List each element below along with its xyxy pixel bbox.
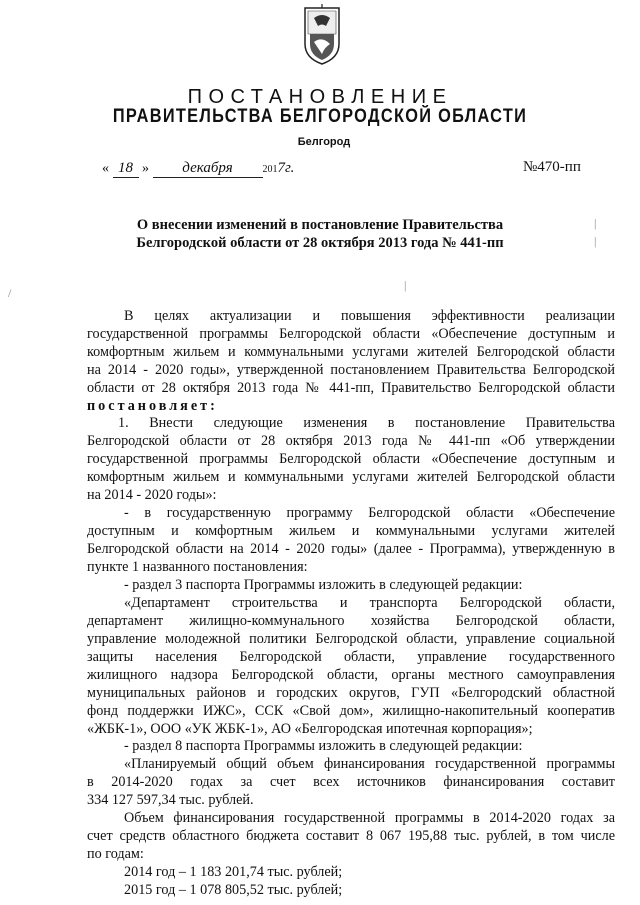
document-type-heading: ПОСТАНОВЛЕНИЕ (187, 86, 453, 108)
body-line: счет средств областного бюджета составит 8 067 195,88 тыс. рублей, в том числе (87, 828, 615, 844)
date-year-suffix: 7г. (277, 160, 295, 176)
subject-line-2: Белгородской области от 28 октября 2013 года № 441-пп (136, 235, 504, 251)
body-line: пункте 1 названного постановления: (87, 559, 308, 575)
body-line: управление молодежной политики Белгородской области, управление социальной (87, 631, 615, 647)
body-line: - раздел 3 паспорта Программы изложить в следующей редакции: (124, 577, 523, 593)
body-line: по годам: (87, 846, 144, 862)
body-line: В целях актуализации и повышения эффективности реализации (124, 308, 615, 324)
date-month: декабря (153, 160, 263, 178)
margin-mark: | (594, 216, 597, 230)
body-line: государственной программы Белгородской области «Обеспечение доступным и (87, 451, 615, 467)
coat-of-arms-emblem (302, 4, 342, 66)
resolution-word: постановляет: (87, 398, 218, 414)
document-subject (0, 216, 640, 252)
body-line: департамент жилищно-коммунального хозяйства Белгородской области, (87, 613, 615, 629)
body-line: в 2014-2020 годах за счет всех источников финансирования составит (87, 774, 615, 790)
body-line: области от 28 октября 2013 года № 441-пп, Правительство Белгородской области (87, 380, 615, 396)
date-line (102, 160, 294, 178)
body-line: доступным и комфортным жильем и коммунальными услугами жителей (87, 523, 615, 539)
document-number: №470-пп (523, 159, 581, 175)
body-line: комфортным жильем и коммунальными услугами жителей Белгородской области (87, 344, 615, 360)
margin-mark: / (8, 286, 12, 300)
body-line: муниципальных районов и городских округов, ГУП «Белгородский областной (87, 685, 615, 701)
body-line: Белгородской области на 2014 - 2020 годы» (далее - Программа), утвержденную в (87, 541, 615, 557)
body-line: - в государственную программу Белгородской области «Обеспечение (124, 505, 615, 521)
body-line: на 2014 - 2020 годы»: (87, 487, 217, 503)
body-line: комфортным жильем и коммунальными услугами жителей Белгородской области (87, 469, 615, 485)
date-close-quote: » (142, 161, 149, 176)
body-line: Белгородской области от 28 октября 2013 года № 441-пп «Об утверждении (87, 433, 615, 449)
body-line: «ЖБК-1», ООО «УК ЖБК-1», АО «Белгородская ипотечная корпорация»; (87, 721, 533, 737)
body-line: фонд поддержки ИЖС», ССК «Свой дом», жилищно-накопительный кооператив (87, 703, 615, 719)
body-line: «Планируемый общий объем финансирования государственной программы (124, 756, 615, 772)
body-line: защиты населения Белгородской области, управление государственного (87, 649, 615, 665)
body-line: жилищного надзора Белгородской области, органы местного самоуправления (87, 667, 615, 683)
body-line: «Департамент строительства и транспорта Белгородской области, (124, 595, 615, 611)
body-line: 334 127 597,34 тыс. рублей. (87, 792, 254, 808)
date-day: 18 (113, 160, 139, 178)
body-line: на 2014 - 2020 годы», утвержденной постановлением Правительства Белгородской (87, 362, 615, 378)
margin-mark: | (404, 278, 407, 292)
date-open-quote: « (102, 161, 109, 176)
body-line: 2014 год – 1 183 201,74 тыс. рублей; (124, 864, 343, 880)
issuing-authority-heading: ПРАВИТЕЛЬСТВА БЕЛГОРОДСКОЙ ОБЛАСТИ (112, 106, 528, 127)
margin-mark: | (594, 234, 597, 248)
body-line: 2015 год – 1 078 805,52 тыс. рублей; (124, 882, 343, 898)
body-line: 1. Внести следующие изменения в постановление Правительства (118, 415, 615, 431)
body-line: Объем финансирования государственной программы в 2014-2020 годах за (124, 810, 615, 826)
body-line: - раздел 8 паспорта Программы изложить в следующей редакции: (124, 738, 523, 754)
subject-line-1: О внесении изменений в постановление Правительства (136, 217, 504, 233)
body-line: государственной программы Белгородской области «Обеспечение доступным и (87, 326, 615, 342)
date-year-prefix: 201 (262, 164, 278, 175)
city-label: Белгород (297, 136, 351, 148)
